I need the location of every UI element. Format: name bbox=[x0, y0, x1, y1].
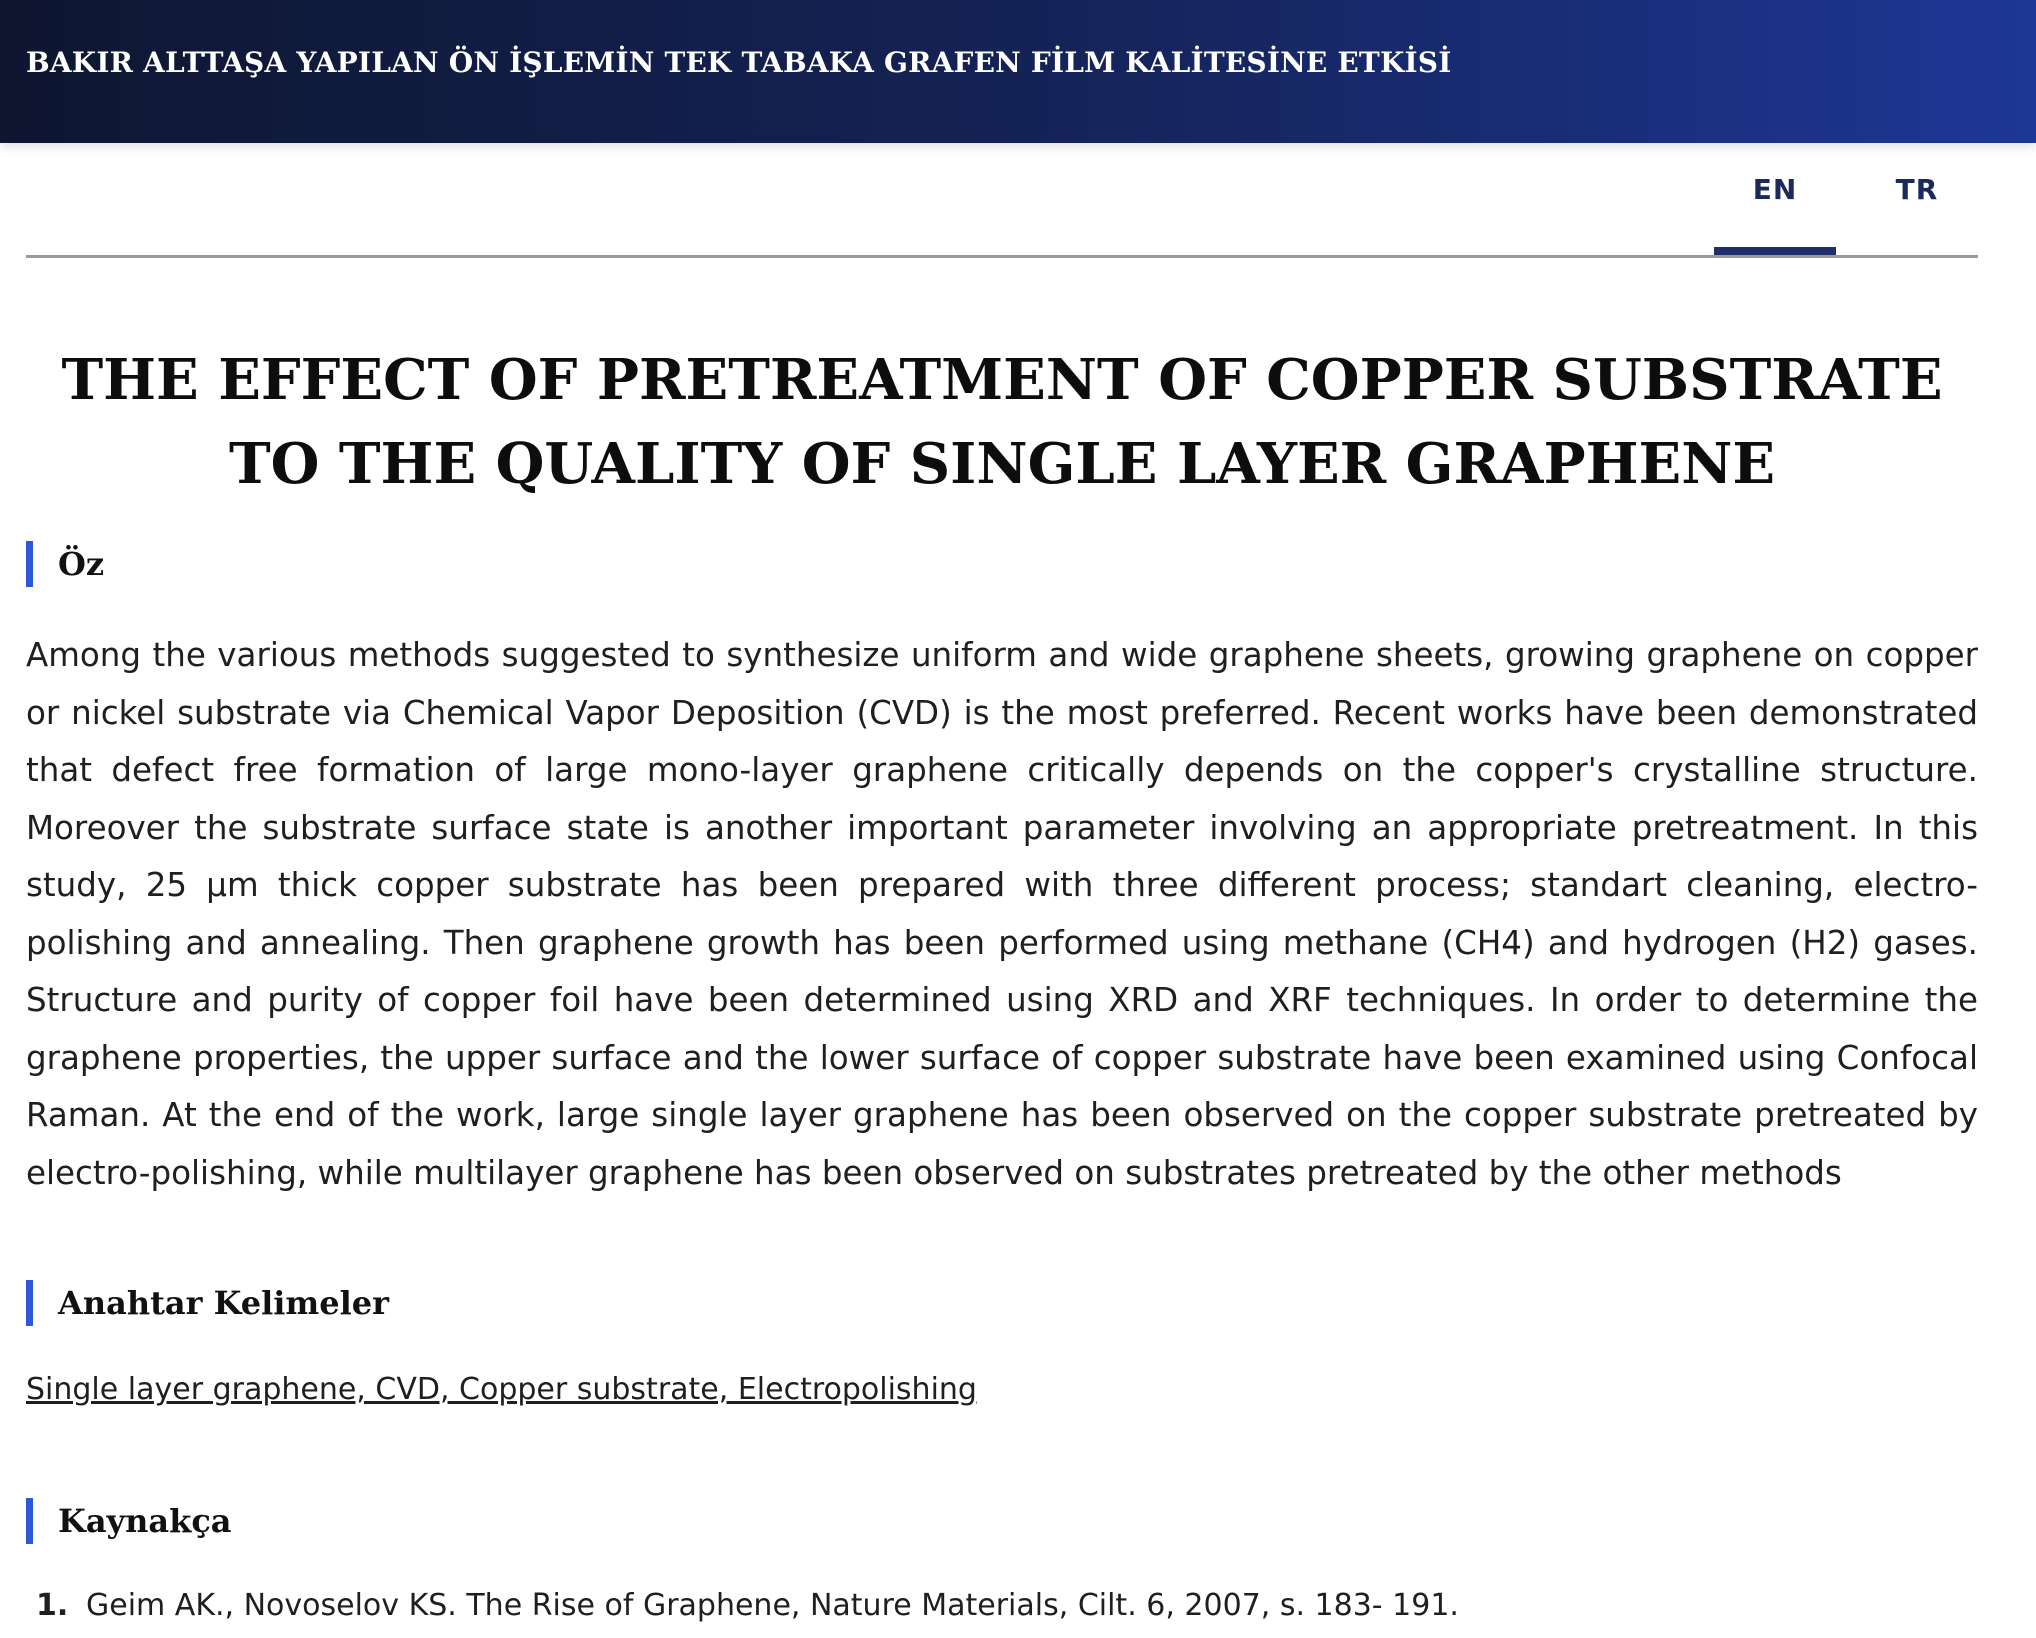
abstract-heading-label: Öz bbox=[58, 545, 105, 583]
reference-item bbox=[26, 1588, 1978, 1623]
references-list bbox=[26, 1588, 1978, 1623]
abstract-text: Among the various methods suggested to synthesize uniform and wide graphene sheets, growing graphene on copper or nickel substrate via Chemical Vapor Deposition (CVD) is the most preferred. Recent works have been demonstrated that defect free formation of large mono-layer graphene critically depends on the copper's crystalline structure. Moreover the substrate surface state is another important parameter involving an appropriate pretreatment. In this study, 25 μm thick copper substrate has been prepared with three different process; standart cleaning, electro-polishing and annealing. Then graphene growth has been performed using methane (CH4) and hydrogen (H2) gases. Structure and purity of copper foil have been determined using XRD and XRF techniques. In order to determine the graphene properties, the upper surface and the lower surface of copper substrate have been examined using Confocal Raman. At the end of the work, large single layer graphene has been observed on the copper substrate pretreated by electro-polishing, while multilayer graphene has been observed on substrates pretreated by the other methods bbox=[26, 636, 1978, 1192]
section-accent-bar bbox=[26, 541, 33, 587]
keywords-heading bbox=[26, 1280, 389, 1326]
section-accent-bar bbox=[26, 1280, 33, 1326]
reference-text: Geim AK., Novoselov KS. The Rise of Graphene, Nature Materials, Cilt. 6, 2007, s. 183- 191. bbox=[86, 1588, 1459, 1623]
article-title: THE EFFECT OF PRETREATMENT OF COPPER SUBSTRATE TO THE QUALITY OF SINGLE LAYER GRAPHENE bbox=[61, 347, 1943, 497]
abstract-heading bbox=[26, 541, 104, 587]
references-heading bbox=[26, 1498, 232, 1544]
header-bar bbox=[0, 0, 2036, 143]
header-title: BAKIR ALTTAŞA YAPILAN ÖN İŞLEMİN TEK TABAKA GRAFEN FİLM KALİTESİNE ETKİSİ bbox=[26, 46, 1452, 79]
reference-number: 1. bbox=[36, 1588, 69, 1623]
keywords-heading-label: Anahtar Kelimeler bbox=[58, 1284, 389, 1322]
section-accent-bar bbox=[26, 1498, 33, 1544]
keywords-link[interactable]: Single layer graphene, CVD, Copper substrate, Electropolishing bbox=[26, 1372, 977, 1407]
language-tabs bbox=[26, 143, 1978, 258]
tab-tr[interactable]: TR bbox=[1895, 173, 1939, 206]
references-heading-label: Kaynakça bbox=[58, 1502, 232, 1540]
tab-en[interactable]: EN bbox=[1714, 173, 1836, 253]
